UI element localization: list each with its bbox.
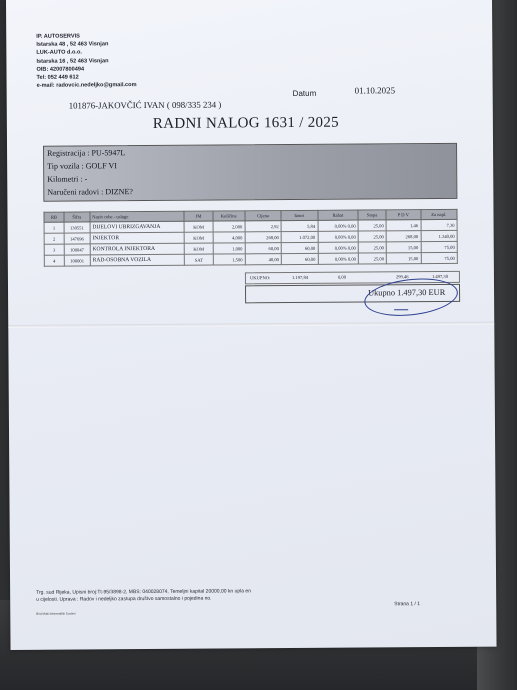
company-line: LUK-AUTO d.o.o. — [36, 49, 82, 57]
company-line: Tel: 052 449 612 — [36, 74, 79, 81]
cell-naziv: KONTROLA INJEKTORA — [90, 243, 185, 255]
totals-pdv: 299,46 — [395, 274, 409, 280]
cell-kolicina: 2,000 — [213, 221, 245, 232]
cell-cijena: 40,00 — [245, 254, 281, 265]
cell-cijena: 60,00 — [245, 243, 281, 254]
cell-jm: KOM — [185, 243, 213, 254]
cell-jm: SAT — [185, 254, 213, 265]
col-sifra: Šifra — [64, 212, 90, 222]
cell-stopa: 25,00 — [358, 220, 386, 231]
cell-sifra: 147696 — [64, 233, 90, 244]
company-line: Istarska 16 , 52 463 Visnjan — [36, 57, 109, 65]
col-rabat: Rabat — [318, 210, 359, 220]
cell-sifra: 100001 — [64, 255, 90, 266]
cell-rb: 2 — [44, 233, 64, 244]
cell-rb: 3 — [44, 244, 64, 255]
cell-jm: KOM — [184, 221, 212, 232]
company-info — [36, 32, 136, 90]
totals-rabat: 0,00 — [337, 274, 347, 280]
cell-iznos: 60,00 — [281, 242, 317, 253]
footer-software: Bird Multi Informatički Sustavi — [36, 611, 76, 616]
cell-kolicina: 4,000 — [213, 232, 245, 243]
cell-rb: 4 — [44, 255, 64, 266]
page-value: 1 / 1 — [410, 601, 421, 608]
col-stopa: Stopa — [358, 210, 386, 220]
footer-line: Trg. sud Rijeka, Upisni broj:Tt-95/3898-2, MBS: 040028074, Temeljni kapital 20000,00 kn upla en — [36, 588, 252, 596]
col-rb: RB — [44, 212, 64, 222]
col-cijena: Cijena — [245, 211, 281, 221]
cell-za-naplatu: 7,30 — [421, 219, 458, 230]
cell-pdv: 15,00 — [386, 242, 420, 253]
cell-pdv: 268,00 — [386, 231, 420, 242]
cell-jm: KOM — [185, 232, 213, 243]
company-line: Istarska 48 , 52 463 Visnjan — [36, 41, 109, 48]
paper-fold — [8, 322, 494, 328]
vehicle-registration: Registracija : PU-5947L — [47, 148, 126, 158]
work-order-document — [6, 0, 497, 650]
cell-pdv: 1,46 — [386, 220, 420, 231]
items-table — [43, 209, 457, 267]
page-info — [394, 601, 420, 607]
col-pdv: P D V — [386, 210, 420, 220]
cell-za-naplatu: 75,00 — [421, 241, 458, 252]
cell-kolicina: 1,500 — [213, 254, 245, 265]
col-jm: JM — [184, 211, 212, 221]
date-label: Datum — [292, 88, 317, 99]
cell-iznos: 1.072,00 — [281, 231, 317, 242]
cell-cijena: 268,00 — [245, 232, 281, 243]
col-kolicina: Količina — [212, 211, 244, 221]
document-title: RADNI NALOG 1631 / 2025 — [152, 114, 339, 132]
customer-info: 101876-JAKOVČIĆ IVAN ( 098/335 234 ) — [68, 99, 222, 111]
cell-rabat: 0,00% 0,00 — [318, 242, 359, 253]
cell-pdv: 15,00 — [386, 253, 420, 264]
vehicle-info-box — [43, 143, 457, 202]
date-value: 01.10.2025 — [354, 85, 396, 96]
cell-rabat: 0,00% 0,00 — [318, 231, 359, 242]
page-label: Strana — [394, 601, 409, 608]
vehicle-type: Tip vozila : GOLF VI — [47, 161, 117, 171]
cell-sifra: 130551 — [64, 222, 90, 233]
cell-iznos: 60,00 — [281, 253, 317, 264]
cell-stopa: 25,00 — [358, 253, 386, 264]
cell-sifra: 100047 — [64, 244, 90, 255]
totals-za-naplatu: 1.497,30 — [431, 273, 449, 280]
ordered-work: Naručeni radovi : DIZNE? — [47, 187, 133, 197]
handwritten-mark — [394, 306, 408, 310]
cell-za-naplatu: 75,00 — [421, 252, 458, 263]
cell-stopa: 25,00 — [358, 242, 386, 253]
company-line: e-mail: radovcic.nedeljko@gmail.com — [36, 82, 137, 90]
cell-naziv: INJEKTOR — [90, 232, 185, 244]
table-row — [44, 252, 457, 266]
cell-rabat: 0,00% 0,00 — [318, 220, 359, 231]
col-iznos: Iznos — [281, 210, 317, 220]
company-line: IP. AUTOSERVIS — [36, 33, 80, 40]
cell-kolicina: 1,000 — [213, 243, 245, 254]
cell-cijena: 2,92 — [245, 221, 281, 232]
totals-iznos: 1.197,84 — [291, 274, 309, 281]
footer-line: u cijelosti. Uprava : Radov i nedeljko zastupa društvo samostalno i pojedina no. — [36, 595, 212, 603]
grand-total: Ukupno 1.497,30 EUR — [368, 287, 446, 298]
cell-naziv: RAD-OSOBNA VOZILA — [90, 254, 185, 266]
company-line: OIB: 42007800494 — [36, 66, 85, 73]
cell-stopa: 25,00 — [358, 231, 386, 242]
cell-za-naplatu: 1.340,00 — [421, 230, 458, 241]
vehicle-kilometers: Kilometri : - — [47, 174, 88, 184]
footer-legal — [36, 588, 316, 604]
totals-label: UKUPNO: — [249, 275, 271, 281]
cell-iznos: 5,84 — [281, 220, 317, 231]
col-za-naplatu: Za napl. — [420, 209, 457, 219]
cell-rb: 1 — [44, 222, 64, 233]
col-naziv: Naziv robe - usluge — [90, 211, 185, 222]
cell-rabat: 0,00% 0,00 — [318, 253, 359, 264]
cell-naziv: DIJELOVI UBRIZGAVANJA — [90, 221, 185, 233]
